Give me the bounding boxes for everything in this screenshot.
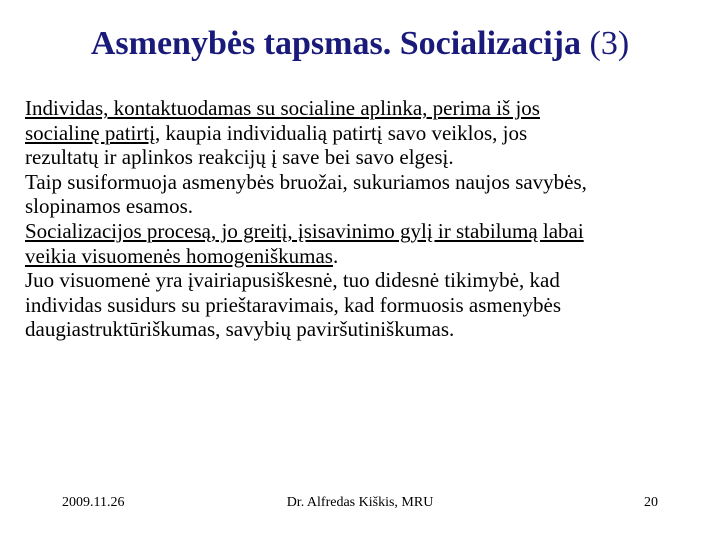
slide-title bbox=[0, 22, 720, 66]
text-segment: individas susidurs su prieštaravimais, kad formuosis asmenybės bbox=[25, 292, 562, 317]
paragraph-line bbox=[25, 169, 695, 195]
text-segment: Taip susiformuoja asmenybės bruožai, sukuriamos naujos savybės, bbox=[25, 169, 587, 194]
paragraph-4 bbox=[25, 268, 695, 342]
paragraph-line bbox=[25, 268, 695, 293]
text-segment: rezultatų ir aplinkos reakcijų į save bei savo elgesį. bbox=[25, 145, 454, 170]
paragraph-1 bbox=[25, 96, 695, 170]
paragraph-2 bbox=[25, 170, 695, 219]
paragraph-line bbox=[25, 292, 695, 318]
footer-author: Dr. Alfredas Kiškis, MRU bbox=[286, 495, 434, 510]
text-segment: slopinamos esamos. bbox=[25, 194, 193, 219]
paragraph-line bbox=[25, 317, 695, 342]
paragraph-line bbox=[25, 218, 695, 244]
paragraph-line bbox=[25, 145, 695, 170]
text-segment: daugiastruktūriškumas, savybių paviršutiniškumas. bbox=[25, 317, 455, 342]
paragraph-3 bbox=[25, 219, 695, 268]
text-segment: . bbox=[332, 243, 339, 268]
paragraph-line bbox=[25, 120, 695, 146]
text-segment: veikia visuomenės homogeniškumas bbox=[25, 243, 333, 268]
paragraph-line bbox=[25, 243, 695, 269]
paragraph-line bbox=[25, 194, 695, 219]
text-segment: Socializacijos procesą, jo greitį, įsisavinimo gylį ir stabilumą labai bbox=[25, 218, 584, 243]
slide-title-number: (3) bbox=[589, 25, 630, 62]
text-segment: Juo visuomenė yra įvairiapusiškesnė, tuo didesnė tikimybė, kad bbox=[25, 268, 560, 293]
footer-page-number: 20 bbox=[644, 495, 658, 510]
slide-title-main: Asmenybės tapsmas. Socializacija bbox=[90, 25, 581, 62]
text-segment: Individas, kontaktuodamas su socialine aplinka, perima iš jos bbox=[25, 96, 540, 120]
paragraph-line bbox=[25, 96, 695, 121]
slide-body bbox=[25, 96, 695, 342]
footer-date: 2009.11.26 bbox=[62, 495, 125, 510]
text-segment: socialinę patirtį bbox=[25, 120, 156, 145]
text-segment: , kaupia individualią patirtį savo veiklos, jos bbox=[155, 120, 528, 145]
